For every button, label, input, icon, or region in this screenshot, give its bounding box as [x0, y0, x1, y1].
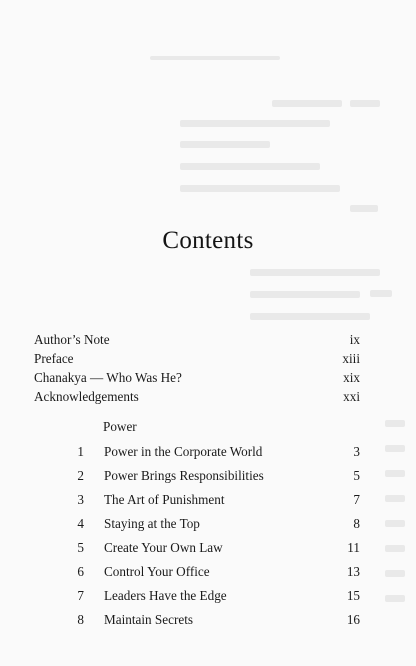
toc-entry-page: ix: [349, 332, 360, 347]
chapter-entry: [66, 560, 360, 584]
chapter-title: Create Your Own Law: [104, 540, 223, 555]
chapter-page: 15: [346, 588, 360, 603]
chapter-list: [66, 440, 360, 632]
chapter-entry: [66, 584, 360, 608]
page-title: Contents: [162, 227, 254, 254]
toc-entry-label: Author’s Note: [34, 332, 110, 347]
toc-entry-page: xiii: [342, 351, 360, 366]
chapter-title: Leaders Have the Edge: [104, 588, 227, 603]
front-matter-list: [34, 330, 360, 406]
chapter-page: 7: [353, 492, 360, 507]
chapter-page: 5: [353, 468, 360, 483]
chapter-number: 1: [77, 444, 84, 459]
chapter-entry: [66, 440, 360, 464]
toc-entry-label: Chanakya — Who Was He?: [34, 370, 182, 385]
chapter-title: Control Your Office: [104, 564, 210, 579]
toc-entry: [34, 349, 360, 368]
chapter-number: 8: [77, 612, 84, 627]
chapter-number: 3: [77, 492, 84, 507]
chapter-page: 11: [347, 540, 360, 555]
chapter-entry: [66, 512, 360, 536]
chapter-title: Power in the Corporate World: [104, 444, 263, 459]
chapter-page: 8: [353, 516, 360, 531]
chapter-entry: [66, 488, 360, 512]
chapter-entry: [66, 464, 360, 488]
toc-entry-label: Preface: [34, 351, 74, 366]
chapter-number: 5: [77, 540, 84, 555]
chapter-entry: [66, 608, 360, 632]
chapter-entry: [66, 536, 360, 560]
chapter-number: 7: [77, 588, 84, 603]
chapter-page: 16: [346, 612, 360, 627]
toc-entry: [34, 330, 360, 349]
chapter-title: Staying at the Top: [104, 516, 200, 531]
chapter-number: 6: [77, 564, 84, 579]
toc-entry-page: xxi: [343, 389, 360, 404]
toc-entry-page: xix: [343, 370, 360, 385]
chapter-title: Power Brings Responsibilities: [104, 468, 264, 483]
chapter-title: The Art of Punishment: [104, 492, 225, 507]
toc-entry-label: Acknowledgements: [34, 389, 139, 404]
part-heading: Power: [103, 419, 137, 434]
chapter-page: 13: [346, 564, 360, 579]
chapter-number: 4: [77, 516, 84, 531]
toc-entry: [34, 387, 360, 406]
chapter-number: 2: [77, 468, 84, 483]
toc-entry: [34, 368, 360, 387]
chapter-page: 3: [353, 444, 360, 459]
chapter-title: Maintain Secrets: [104, 612, 193, 627]
